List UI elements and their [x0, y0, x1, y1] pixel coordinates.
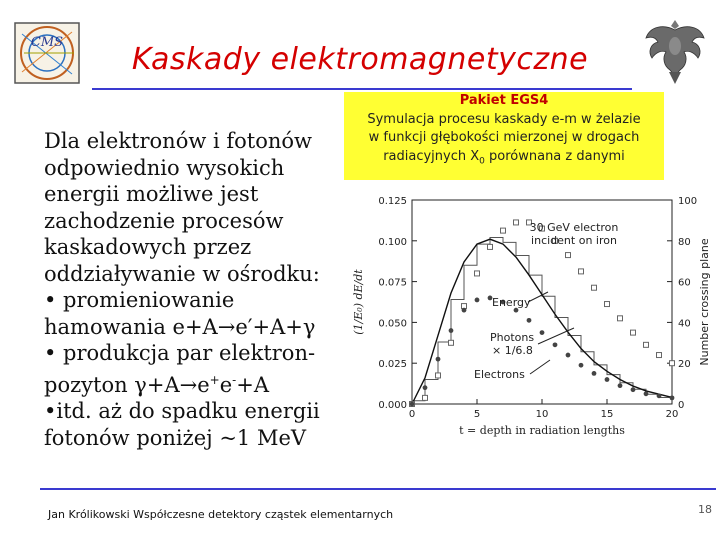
y-tick-label: 0.000	[378, 400, 407, 411]
electron-point	[592, 371, 597, 376]
body-line: odpowiednio wysokich	[44, 155, 285, 180]
electron-point	[566, 353, 571, 358]
x-tick-label: 20	[665, 409, 679, 420]
info-box-line: radiacyjnych $X_0$ porównana z danymi	[383, 148, 625, 167]
y-tick-label: 0.025	[378, 359, 407, 371]
x-axis-label: t = depth in radiation lengths	[459, 424, 625, 437]
electron-point	[670, 395, 675, 400]
electron-point	[618, 383, 623, 388]
body-line: • produkcja par elektron-	[44, 341, 316, 365]
info-box	[344, 92, 664, 180]
shower-profile-chart	[342, 184, 714, 438]
x-tick-label: 15	[600, 409, 614, 420]
photons-label-arrow	[538, 328, 574, 344]
electron-point	[423, 385, 428, 390]
y2-tick-label: 40	[678, 318, 691, 330]
electron-point	[436, 357, 441, 362]
electron-point	[553, 342, 558, 347]
electrons-label-arrow	[530, 360, 550, 374]
electron-point	[657, 393, 662, 398]
y2-axis-label: Number crossing plane	[698, 238, 711, 366]
electron-point	[579, 363, 584, 368]
electrons-label: Electrons	[474, 368, 525, 381]
electron-point	[540, 330, 545, 335]
x-tick-label: 10	[535, 409, 549, 420]
slide-body-text	[44, 128, 344, 451]
photon-point	[670, 361, 675, 366]
body-line: Dla elektronów i fotonów	[44, 129, 313, 153]
y-tick-label: 0.075	[378, 277, 407, 289]
slide-title: Kaskady elektromagnetyczne	[131, 42, 589, 77]
body-line: hamowania e+A→e′+A+γ	[44, 314, 316, 339]
photon-point	[488, 244, 493, 249]
title-underline	[92, 88, 632, 90]
y2-tick-label: 60	[678, 277, 691, 289]
photon-point	[657, 353, 662, 358]
photon-point	[592, 285, 597, 290]
photon-point	[579, 269, 584, 274]
right-arrow-icon: →	[179, 372, 198, 397]
y-tick-label: 0.125	[378, 196, 407, 207]
y-tick-label: 0.050	[378, 318, 407, 330]
electron-point	[475, 298, 480, 303]
x-tick-label: 5	[473, 409, 481, 420]
body-line: energii możliwe jest	[44, 182, 259, 206]
electron-point	[449, 328, 454, 333]
y2-tick-label: 80	[678, 236, 691, 248]
photon-point	[644, 342, 649, 347]
electron-point	[462, 308, 467, 313]
electron-point	[410, 402, 415, 407]
body-line: pozyton γ+A→e+e-+A	[44, 372, 269, 397]
info-box-line: w funkcji głębokości mierzonej w drogach	[368, 130, 640, 145]
y-axis-label: (1/E₀) dE/dt	[352, 269, 365, 335]
x-tick-label: 0	[408, 409, 416, 420]
body-line: zachodzenie procesów	[44, 208, 284, 233]
electron-point	[631, 387, 636, 392]
y2-tick-label: 20	[678, 359, 691, 371]
y-tick-label: 0.100	[378, 236, 407, 248]
footer-rule	[40, 488, 716, 490]
chart-annotation-line: incident on iron	[531, 234, 617, 247]
energy-label: Energy	[492, 296, 531, 309]
body-line: oddziaływanie w ośrodku:	[44, 261, 320, 286]
photon-point	[475, 271, 480, 276]
energy-histogram	[412, 238, 672, 404]
y2-tick-label: 0	[678, 400, 685, 411]
photon-point	[618, 316, 623, 321]
page-number: 18	[698, 503, 712, 516]
body-line: • promieniowanie	[44, 288, 235, 312]
info-box-header: Pakiet EGS4	[459, 93, 549, 108]
cms-logo-text: CMS	[30, 35, 64, 50]
right-arrow-icon: →	[217, 314, 236, 339]
photon-point	[423, 395, 428, 400]
body-line: kaskadowych przez	[44, 235, 252, 259]
photon-point	[631, 330, 636, 335]
photons-label: × 1/6.8	[492, 344, 533, 357]
photon-point	[514, 220, 519, 225]
chart-annotation-line: 30 GeV electron	[529, 221, 619, 234]
photon-point	[436, 373, 441, 378]
footer-text: Jan Królikowski Współczesne detektory cząstek elementarnych	[48, 508, 394, 521]
photon-point	[605, 302, 610, 307]
body-line: fotonów poniżej ~1 MeV	[44, 425, 307, 450]
energy-label-arrow	[528, 292, 548, 302]
photon-point	[449, 340, 454, 345]
photon-point	[566, 253, 571, 258]
body-line: •itd. aż do spadku energii	[44, 399, 320, 423]
info-box-line: Symulacja procesu kaskady e-m w żelazie	[367, 111, 641, 127]
electron-point	[605, 377, 610, 382]
photon-point	[501, 228, 506, 233]
electron-point	[527, 318, 532, 323]
electron-point	[644, 391, 649, 396]
y2-tick-label: 100	[678, 196, 698, 207]
photons-label: Photons	[490, 331, 535, 344]
